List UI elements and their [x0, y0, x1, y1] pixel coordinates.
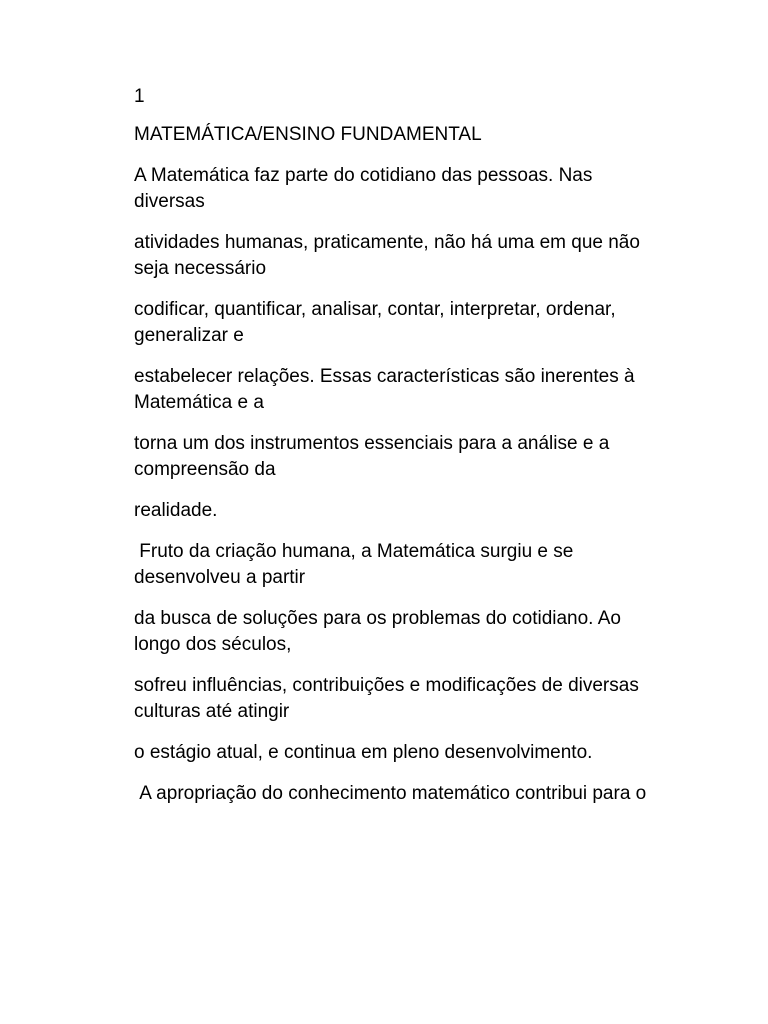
paragraph: da busca de soluções para os problemas do cotidiano. Ao longo dos séculos, — [134, 608, 627, 655]
page-number: 1 — [134, 86, 145, 107]
paragraph: Fruto da criação humana, a Matemática surgiu e se desenvolveu a partir — [134, 541, 579, 588]
document-heading: MATEMÁTICA/ENSINO FUNDAMENTAL — [134, 124, 482, 145]
paragraph: atividades humanas, praticamente, não há uma em que não seja necessário — [134, 232, 646, 279]
paragraph: A Matemática faz parte do cotidiano das pessoas. Nas diversas — [134, 165, 598, 212]
paragraph: o estágio atual, e continua em pleno desenvolvimento. — [134, 742, 593, 763]
paragraph: A apropriação do conhecimento matemático contribui para o — [134, 783, 647, 804]
paragraph: torna um dos instrumentos essenciais para a análise e a compreensão da — [134, 433, 615, 480]
paragraph: realidade. — [134, 500, 218, 521]
paragraph: estabelecer relações. Essas características são inerentes à Matemática e a — [134, 366, 640, 413]
document-body — [134, 84, 654, 822]
paragraph: codificar, quantificar, analisar, contar, interpretar, ordenar, generalizar e — [134, 299, 621, 346]
paragraph: sofreu influências, contribuições e modificações de diversas culturas até atingir — [134, 675, 645, 722]
